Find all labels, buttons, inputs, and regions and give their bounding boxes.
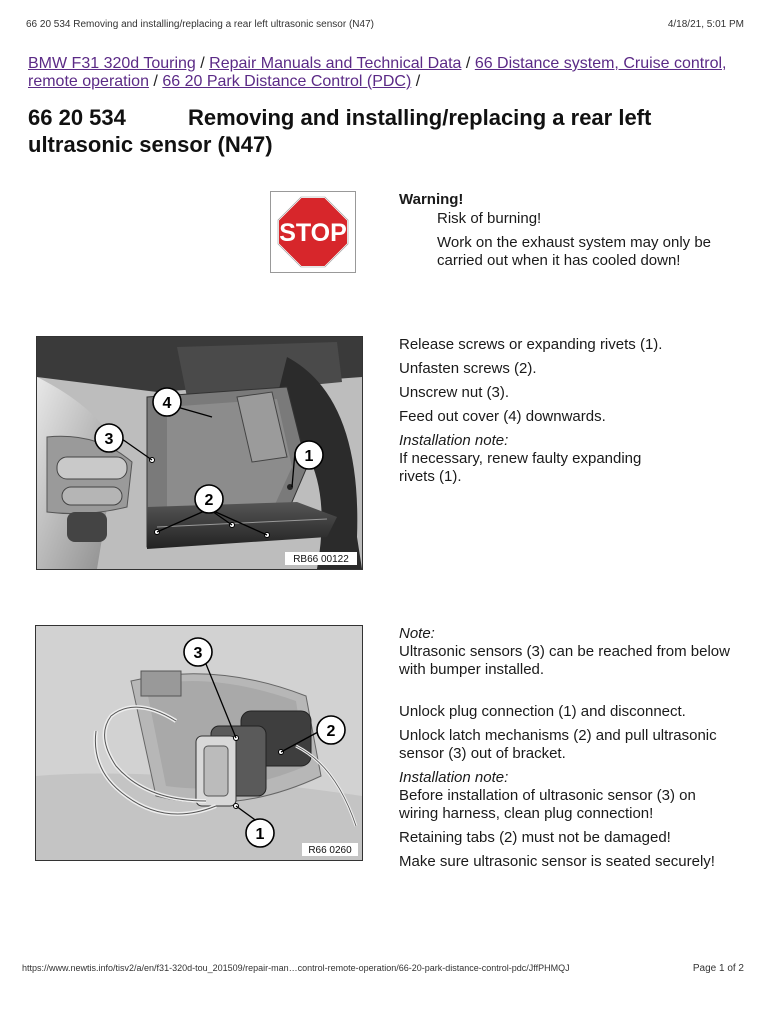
breadcrumb-link-repair-manuals[interactable]: Repair Manuals and Technical Data [209,55,462,72]
svg-text:3: 3 [104,431,114,448]
svg-text:2: 2 [204,492,214,509]
stop-sign-text: STOP [279,219,347,247]
instruction-line: Unlock latch mechanisms (2) and pull ultrasonic sensor (3) out of bracket. [399,727,717,762]
installation-note-heading: Installation note: [399,769,509,786]
callout-2 [317,716,345,744]
installation-line: Make sure ultrasonic sensor is seated securely! [399,853,715,870]
callout-2 [195,485,223,513]
svg-text:4: 4 [162,395,172,412]
callout-1 [295,441,323,469]
note-heading: Note: [399,625,435,642]
breadcrumb-separator: / [415,73,421,90]
instruction-line: Unlock plug connection (1) and disconnect. [399,703,686,720]
breadcrumb-link-distance-system[interactable]: 66 Distance system, Cruise control, remote operation [28,55,727,90]
callout-1 [246,819,274,847]
svg-text:1: 1 [255,826,265,843]
instruction-line: Feed out cover (4) downwards. [399,408,606,425]
callout-4 [153,388,181,416]
warning-line: Risk of burning! [437,210,542,227]
warning-heading: Warning! [399,191,464,208]
svg-text:3: 3 [193,645,203,662]
figure-label: RB66 00122 [293,554,349,565]
installation-line: Before installation of ultrasonic sensor (3) on wiring harness, clean plug connection! [399,787,696,822]
figure-cover-removal [36,336,363,570]
breadcrumb-separator: / [153,73,158,90]
footer-url: https://www.newtis.info/tisv2/a/en/f31-320d-tou_201509/repair-man…control-remote-operation/66-20-park-distance-control-pdc/JffPHMQJ [22,963,570,973]
svg-text:1: 1 [304,448,314,465]
warning-line: Work on the exhaust system may only be carried out when it has cooled down! [437,234,712,269]
step2-text [399,625,734,877]
print-timestamp: 4/18/21, 5:01 PM [667,19,744,30]
page-number: Page 1 of 2 [692,963,744,974]
print-doc-title: 66 20 534 Removing and installing/replacing a rear left ultrasonic sensor (N47) [26,19,374,30]
sensor-removal-illustration [36,626,362,860]
step1-text [399,336,719,486]
page-title-number: 66 20 534 [28,105,126,130]
cover-removal-illustration [37,337,362,569]
svg-text:2: 2 [326,723,336,740]
breadcrumb-link-pdc[interactable]: 66 20 Park Distance Control (PDC) [162,73,412,90]
print-header [26,19,744,30]
breadcrumb [28,55,728,91]
figure-label: R66 0260 [308,845,352,856]
page-title-text: Removing and installing/replacing a rear left ultrasonic sensor (N47) [28,105,652,157]
warning-block [399,191,744,276]
callout-3 [184,638,212,666]
breadcrumb-separator: / [465,55,471,72]
note-text: Ultrasonic sensors (3) can be reached from below with bumper installed. [399,643,730,678]
breadcrumb-link-vehicle[interactable]: BMW F31 320d Touring [28,55,196,72]
installation-note-heading: Installation note: [399,432,509,449]
installation-note-text: If necessary, renew faulty expanding rivets (1). [399,450,642,485]
breadcrumb-separator: / [200,55,205,72]
instruction-line: Unscrew nut (3). [399,384,510,401]
figure-sensor-removal [35,625,363,861]
instruction-line: Release screws or expanding rivets (1). [399,336,663,353]
page-title [28,104,748,158]
print-footer [22,963,744,973]
stop-sign-icon [271,192,355,272]
callout-3 [95,424,123,452]
installation-line: Retaining tabs (2) must not be damaged! [399,829,671,846]
instruction-line: Unfasten screws (2). [399,360,537,377]
stop-sign-figure [270,191,356,273]
